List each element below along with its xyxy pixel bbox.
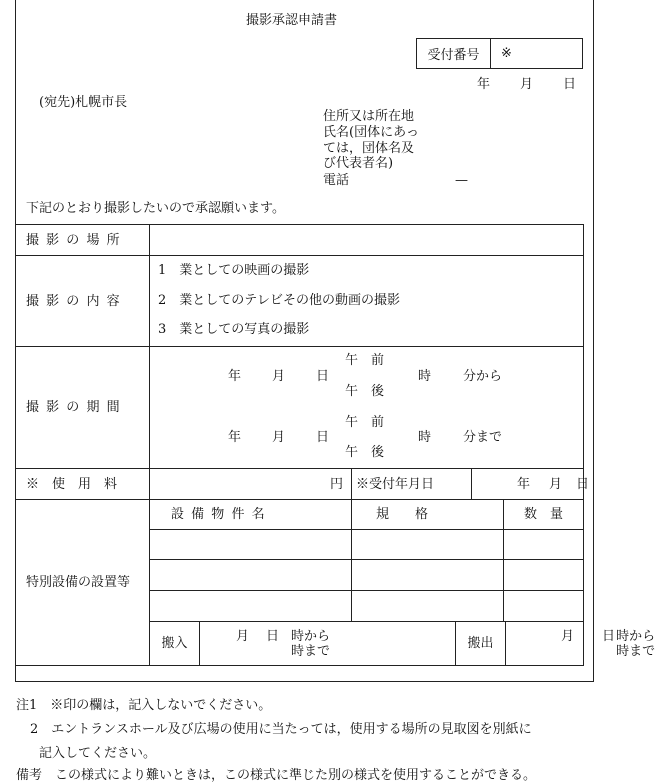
intro-text: 下記のとおり撮影したいので承認願います。	[26, 201, 285, 216]
period-start-hour: 時	[418, 369, 432, 384]
equip-name-cell[interactable]	[150, 591, 352, 622]
equip-name-cell[interactable]	[150, 530, 352, 560]
received-date-label: ※受付年月日	[352, 469, 472, 500]
period-end-suffix: 分まで	[463, 430, 503, 445]
receipt-number-box	[416, 38, 583, 69]
note-2-line2: 記入してください。	[39, 746, 157, 761]
period-end-pm: 午 後	[345, 445, 385, 460]
content-label: 撮影の内容	[16, 256, 150, 347]
period-field[interactable]	[150, 347, 584, 469]
content-option-1[interactable]: 1 業としての映画の撮影	[158, 263, 310, 278]
equip-header-name: 設備物件名	[150, 500, 352, 530]
equip-header-qty: 数 量	[504, 500, 584, 530]
equip-spec-cell[interactable]	[352, 530, 504, 560]
period-start-year: 年	[228, 369, 242, 384]
equip-spec-cell[interactable]	[352, 591, 504, 622]
carry-out-from: 時から	[616, 629, 655, 644]
carry-out-cell[interactable]	[456, 622, 616, 666]
carry-in-day: 日	[266, 629, 280, 644]
fee-label: ※ 使 用 料	[16, 469, 150, 500]
carry-out-day: 日	[602, 629, 616, 644]
note-1: 注1 ※印の欄は，記入しないでください。	[16, 698, 272, 713]
period-start-pm: 午 後	[345, 384, 385, 399]
period-end-am: 午 前	[345, 415, 385, 430]
fee-row	[16, 469, 584, 500]
carry-in-to: 時まで	[291, 644, 331, 659]
period-start-month: 月	[272, 369, 286, 384]
content-option-2[interactable]: 2 業としてのテレビその他の動画の撮影	[158, 293, 401, 308]
period-row	[16, 347, 584, 469]
period-start-am: 午 前	[345, 353, 385, 368]
receipt-number-label: 受付番号	[417, 39, 491, 68]
date-month: 月	[520, 77, 534, 92]
phone-label: 電話	[323, 173, 350, 188]
carry-in-cell[interactable]	[150, 622, 456, 666]
receipt-number-field[interactable]: ※	[501, 46, 512, 61]
period-end-year: 年	[228, 430, 242, 445]
received-date-field[interactable]	[472, 469, 590, 500]
carry-out-label: 搬出	[456, 622, 506, 665]
addressee: (宛先)札幌市長	[39, 95, 128, 110]
name-label-line2: ては，団体名及	[323, 141, 415, 156]
carry-in-from: 時から	[291, 629, 331, 644]
date-year: 年	[477, 77, 491, 92]
content-option-3[interactable]: 3 業としての写真の撮影	[158, 322, 310, 337]
equip-name-cell[interactable]	[150, 560, 352, 591]
fee-field[interactable]	[150, 469, 352, 500]
carry-in-label: 搬入	[150, 622, 200, 665]
place-label: 撮影の場所	[16, 225, 150, 256]
equip-header-spec: 規 格	[352, 500, 504, 530]
equipment-label: 特別設備の設置等	[16, 500, 150, 666]
address-label: 住所又は所在地	[323, 109, 415, 124]
fee-unit: 円	[329, 476, 343, 492]
phone-dash: —	[455, 173, 468, 188]
received-month: 月	[549, 477, 563, 492]
application-table	[15, 224, 655, 666]
content-row	[16, 256, 584, 347]
received-day: 日	[576, 477, 590, 492]
received-year: 年	[517, 477, 531, 492]
equip-spec-cell[interactable]	[352, 560, 504, 591]
carry-out-month: 月	[561, 629, 575, 644]
date-day: 日	[563, 77, 577, 92]
period-start-day: 日	[316, 369, 330, 384]
period-end-month: 月	[272, 430, 286, 445]
carry-out-to: 時まで	[616, 644, 655, 659]
equip-header-row	[16, 500, 584, 530]
note-2-line1: 2 エントランスホール及び広場の使用に当たっては，使用する場所の見取図を別紙に	[30, 722, 532, 737]
period-end-hour: 時	[418, 430, 432, 445]
equip-qty-cell[interactable]	[504, 530, 584, 560]
equip-qty-cell[interactable]	[504, 591, 584, 622]
period-start-suffix: 分から	[463, 369, 503, 384]
content-options[interactable]	[150, 256, 584, 347]
name-label-line3: び代表者名)	[323, 156, 394, 171]
name-label-line1: 氏名(団体にあっ	[323, 125, 419, 140]
remark: 備考 この様式により難いときは，この様式に準じた別の様式を使用することができる。	[16, 768, 537, 783]
place-field[interactable]	[150, 225, 584, 256]
place-row	[16, 225, 584, 256]
form-title: 撮影承認申請書	[246, 13, 338, 28]
period-end-day: 日	[316, 430, 330, 445]
carry-in-month: 月	[236, 629, 250, 644]
equip-qty-cell[interactable]	[504, 560, 584, 591]
period-label: 撮影の期間	[16, 347, 150, 469]
